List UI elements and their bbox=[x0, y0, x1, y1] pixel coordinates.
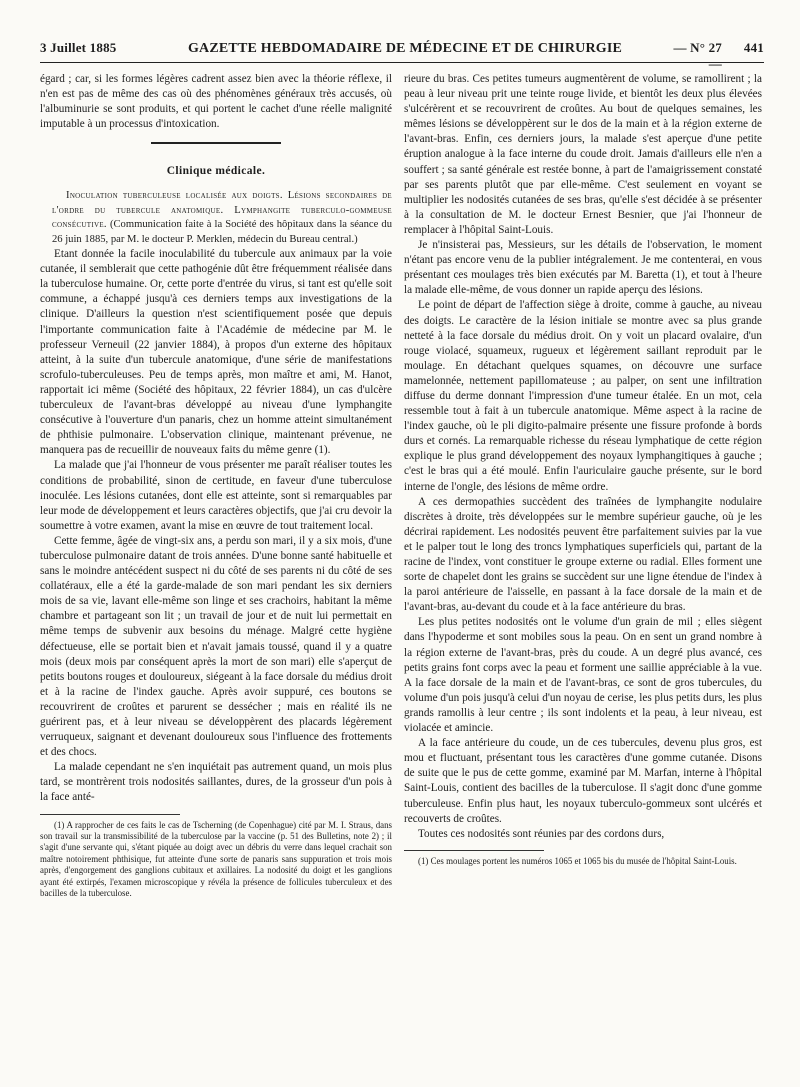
left-paragraph-4: La malade cependant ne s'en inquiétait pas autrement quand, un mois plus tard, se montrèrent trois nodosités saillantes, dures, de la grosseur d'un pois à la face anté- bbox=[40, 761, 392, 804]
section-divider bbox=[151, 142, 281, 144]
journal-title: GAZETTE HEBDOMADAIRE DE MÉDECINE ET DE CHIRURGIE bbox=[187, 41, 623, 56]
section-heading: Clinique médicale. bbox=[166, 165, 266, 178]
issue-number: — N° 27 — bbox=[673, 40, 722, 71]
right-paragraph-7: Toutes ces nodosités sont réunies par des cordons durs, bbox=[418, 827, 665, 840]
article-title-caps: Inoculation tuberculeuse localisée aux doigts. Lésions secondaires de l'ordre du tubercule anatomique. Lymphangite tuberculo-gommeuse consécutive. bbox=[52, 190, 392, 231]
right-paragraph-5: Les plus petites nodosités ont le volume d'un grain de mil ; elles siègent dans l'hypoderme et sont mobiles sous la peau. On en sent un grand nombre à la région externe de l'avant-bras, près du coude. A un degré plus avancé, ces petits grains font corps avec la peau et forment une saillie appréciable à la vue. A la face dorsale de la main et de l'avant-bras, ce sont de gros tubercules, du volume d'un pois jusqu'à celui d'un noyau de cerise, les plus petits durs, les plus grands ramollis à leur centre ; ils sont indolents et la peau, à leur niveau, est violacée et amincie. bbox=[404, 616, 762, 735]
article-title bbox=[40, 189, 392, 247]
footnote-rule bbox=[404, 850, 544, 851]
right-paragraph-1: rieure du bras. Ces petites tumeurs augmentèrent de volume, se ramollirent ; la peau à leur niveau prit une teinte rouge livide, et bientôt les deux plus élevées s'ulcérèrent et se recouvrirent de croûtes. Au bout de quelques semaines, les mêmes lésions se développèrent sur le dos de la main et à la région externe de l'avant-bras. Enfin, ces derniers jours, la malade s'est aperçue d'une petite éruption analogue à la face interne du coude droit. Jamais d'ailleurs elle n'en a souffert ; sa santé générale est restée bonne, à part de l'amaigrissement constaté par ses parents plutôt que par elle-même. C'est seulement en voyant se multiplier les nodosités cutanées de ses bras, qu'elle s'est décidée à se présenter à la consultation de M. le docteur Ernest Besnier, que j'ai l'honneur de remplacer à l'hôpital Saint-Louis. bbox=[404, 73, 762, 236]
right-column bbox=[404, 72, 762, 867]
running-header bbox=[40, 40, 764, 71]
left-paragraph-3: Cette femme, âgée de vingt-six ans, a perdu son mari, il y a six mois, d'une tuberculose pulmonaire datant de trois années. D'une bonne santé habituelle et sans le moindre antécédent suspect ni du côté de ses parents ni du côté de ses collatéraux, elle a été la garde-malade de son mari pendant les six derniers mois de sa vie, lavant elle-même son linge et ses crachoirs, habitant la même chambre et partageant son lit ; un travail de jour et de nuit lui permettait en même temps de subvenir aux besoins du ménage. Malgré cette hygiène défectueuse, elle se portait bien et n'avait jamais toussé, quand il y a quatre mois (deux mois par conséquent après la mort de son mari) elle s'aperçut de petits boutons rouges et douloureux, siégeant à la face dorsale du médius droit et à la racine de l'index gauche. Après avoir suppuré, ces boutons se recouvrirent de croûtes et parurent se dessécher ; mais en réalité ils ne guérirent pas, et à leur niveau se développèrent des placards légèrement verruqueux, saignant et devenant douloureux sous l'influence des frottements et des chocs. bbox=[40, 534, 392, 759]
intro-paragraph: égard ; car, si les formes légères cadrent assez bien avec la théorie réflexe, il n'en est pas de même des cas où des phénomènes généraux très accusés, où l'albuminurie se sont produits, et qui portent le cachet d'une réelle malignité imputable à un processus d'intoxication. bbox=[40, 73, 392, 131]
header-date: 3 Juillet 1885 bbox=[40, 40, 117, 55]
left-footnote: (1) A rapprocher de ces faits le cas de Tscherning (de Copenhague) cité par M. I. Straus, dans son travail sur la transmissibilité de la tuberculose par la vaccine (p. 51 des Bulletins, note 2) ; il s'agit d'une servante qui, s'étant piquée au doigt avec un débris du verre dans lequel crachait son maître notoirement phthisique, fut atteinte d'une sorte de panaris sans suppuration et trois mois après, d'engorgement des ganglions cubitaux et axillaires. La nodosité du doigt et les ganglions ayant été extirpés, l'examen microscopique y révéla la présence de follicules tuberculeux et des bacilles de la tuberculose. bbox=[40, 819, 392, 898]
article-title-rest: (Communication faite à la Société des hôpitaux dans la séance du 26 juin 1885, par M. le docteur P. Merklen, médecin du Bureau central.) bbox=[52, 219, 392, 245]
left-paragraph-2: La malade que j'ai l'honneur de vous présenter me paraît réaliser toutes les conditions de probabilité, sinon de certitude, en faveur d'une tuberculose inoculée. Les lésions cutanées, dont elle est atteinte, sont si remarquables par leur mode de développement et leurs caractères objectifs, que j'ai cru devoir la soumettre à votre examen, avant la mise en œuvre de tout traitement local. bbox=[40, 459, 392, 532]
page-number: 441 bbox=[743, 40, 764, 55]
right-paragraph-2: Je n'insisterai pas, Messieurs, sur les détails de l'observation, le moment n'étant pas encore venu de la publier intégralement. Je me contenterai, en vous présentant ces moulages très bien exécutés par M. Baretta (1), et tout à l'heure la malade elle-même, de vous donner un rapide aperçu des lésions. bbox=[404, 239, 762, 297]
right-footnote: (1) Ces moulages portent les numéros 1065 et 1065 bis du musée de l'hôpital Saint-Louis. bbox=[418, 855, 737, 866]
right-paragraph-6: A la face antérieure du coude, un de ces tubercules, devenu plus gros, est mou et fluctuant, présentant tous les caractères d'une gomme cutanée. Disons de suite que le pus de cette gomme, examiné par M. Marfan, interne à l'hôpital Saint-Louis, contient des bacilles de la tuberculose. Il s'agit donc d'une gomme tuberculeuse. Enfin plus haut, les noyaux tuberculo-gommeux sont ulcérés et recouverts de croûtes. bbox=[404, 737, 762, 825]
left-column bbox=[40, 72, 392, 899]
footnote-rule bbox=[40, 814, 180, 815]
right-paragraph-3: Le point de départ de l'affection siège à droite, comme à gauche, au niveau des doigts. Le caractère de la lésion initiale se montre avec sa plus grande netteté à la face dorsale du médius droit. On y voit un placard ovalaire, d'un rouge violacé, squameux, rugueux et légèrement saillant reproduit par le moulage. En détachant quelques squames, on découvre une surface mamelonnée, nettement papillomateuse ; au palper, on sent une infiltration diffuse du derme donnant l'impression d'une tumeur étalée. En un mot, cela ressemble tout à fait à un tubercule anatomique. Même aspect à la racine de l'index gauche, où le pli digito-palmaire présente une fissure profonde à bords durs et cornés. La remarquable richesse du réseau lymphatique de cette région explique le plus grand développement des noyaux lymphangitiques à gauche ; c'est le bras qui a été moulé. Enfin l'auriculaire gauche présente, sur le bord interne de l'ongle, des lésions de même ordre. bbox=[404, 299, 762, 493]
left-paragraph-1: Etant donnée la facile inoculabilité du tubercule aux animaux par la voie cutanée, il semblerait que cette pathogénie dût être fréquemment réalisée dans la tuberculose humaine. Or, cette porte d'entrée du virus, si tant est qu'elle soit commune, a échappé jusqu'à ces derniers temps aux investigations de la clinique. D'ailleurs la question n'est scientifiquement posée que depuis l'importante communication faite à l'Académie de médecine par M. le professeur Verneuil (22 janvier 1884), à propos d'un externe des hôpitaux atteint, à la suite d'un tubercule anatomique, d'une série de manifestations scrofulo-tuberculeuses. Peu de temps après, mon maître et ami, M. Hanot, rapportait ici même (Société des hôpitaux, 22 février 1884), un cas d'ulcère tuberculeux de l'avant-bras développé au niveau d'une lymphangite consécutive à l'ouverture d'un panaris, chez un homme atteint simultanément de phthisie pulmonaire. L'observation clinique, maintenant prévenue, ne manquera pas de recueillir de nouveaux faits du même genre (1). bbox=[40, 248, 392, 457]
right-paragraph-4: A ces dermopathies succèdent des traînées de lymphangite nodulaire discrètes à droite, très développées sur le membre supérieur gauche, où je les décrirai rapidement. Les nodosités peuvent être parfaitement suivies par la vue et le palper tout le long des troncs lymphatiques superficiels qui, partant de la racine de l'index, vont constituer le groupe externe ou radial. Elles forment une sorte de chapelet dont les grains se succèdent sur une ligne étendue de l'index à la paroi antérieure de l'aisselle, en passant à la face dorsale de la main et de l'avant-bras, au-devant du coude et à la face antérieure du bras. bbox=[404, 495, 762, 614]
header-rule bbox=[40, 62, 764, 63]
